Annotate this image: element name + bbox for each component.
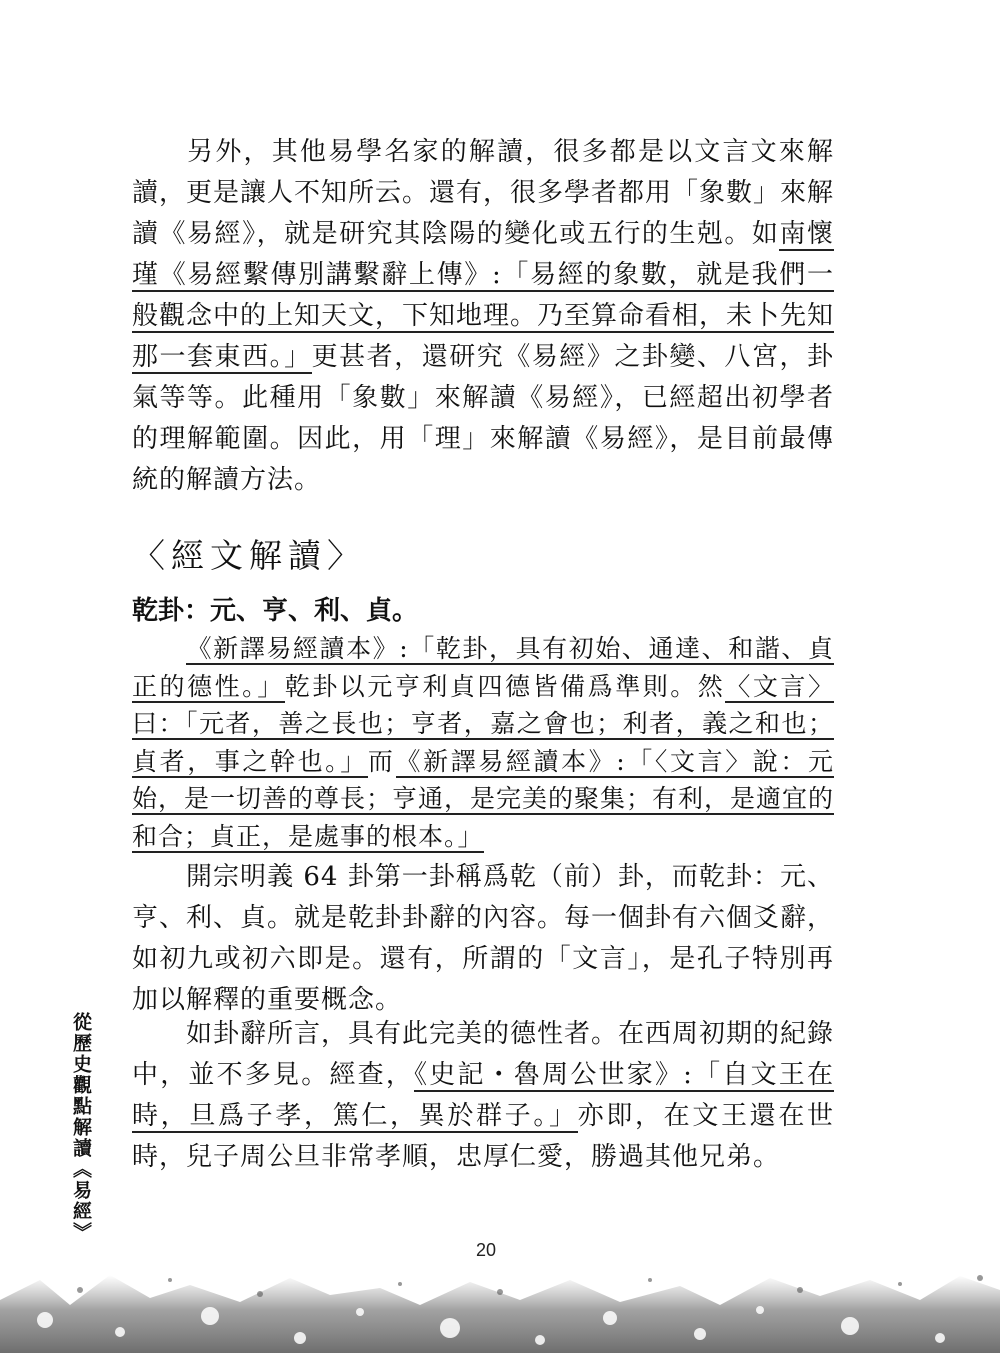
paragraph-3 [132,857,834,1021]
commentary-paragraph [132,630,834,856]
commentary-text-1: 乾卦以元亨利貞四德皆備爲準則。然 [284,671,726,701]
commentary-text-2: 而 [367,746,396,776]
commentary-quote-3: 《新譯易經讀本》:「〈文言〉說：元始，是一切善的尊長；亨通，是完美的聚集；有利，是適宜的和合；貞正，是處事的根本。」 [132,746,835,851]
section-title: 〈經文解讀〉 [132,536,366,575]
intro-text-before: 另外，其他易學名家的解讀，很多都是以文言文來解讀，更是讓人不知所云。還有，很多學者都用「象數」來解讀《易經》，就是研究其陰陽的變化或五行的生剋。如 [132,137,835,249]
commentary-quote-1: 《新譯易經讀本》:「乾卦，具有初始、通達、和諧、貞正的德性。」 [132,634,834,701]
commentary-quote-2: 〈文言〉曰：「元者，善之長也；亨者，嘉之會也；利者，義之和也；貞者，事之幹也。」 [132,671,834,776]
verse-heading: 乾卦：元、亨、利、貞。 [132,596,419,626]
page-number: 20 [476,1240,497,1260]
intro-paragraph [132,132,834,501]
intro-quote: 南懷瑾《易經繫傳別講繫辭上傳》:「易經的象數，就是我們一般觀念中的上知天文，下知地理。乃至算命看相，未卜先知那一套東西。」 [132,219,835,372]
grunge-border-decoration [0,1250,1000,1353]
intro-text-after: 更甚者，還研究《易經》之卦變、八宮，卦氣等等。此種用「象數」來解讀《易經》，已經超出初學者的理解範圍。因此，用「理」來解讀《易經》，是目前最傳統的解讀方法。 [132,342,834,495]
paragraph-3-text: 開宗明義 64 卦第一卦稱爲乾（前）卦，而乾卦：元、亨、利、貞。就是乾卦卦辭的內容。每一個卦有六個爻辭，如初九或初六即是。還有，所謂的「文言」，是孔子特別再加以解釋的重要概念。 [132,862,835,1015]
paragraph-4 [132,1014,834,1178]
paragraph-4-before: 如卦辭所言，具有此完美的德性者。在西周初期的紀錄中，並不多見。經查， [132,1019,835,1090]
paragraph-4-quote: 《史記・魯周公世家》:「自文王在時，旦爲子孝，篤仁，異於群子。」 [132,1060,834,1131]
book-side-title: 從歷史觀點解讀《易經》 [70,1012,92,1243]
paragraph-4-after: 亦即，在文王還在世時，兒子周公旦非常孝順，忠厚仁愛，勝過其他兄弟。 [132,1101,834,1172]
